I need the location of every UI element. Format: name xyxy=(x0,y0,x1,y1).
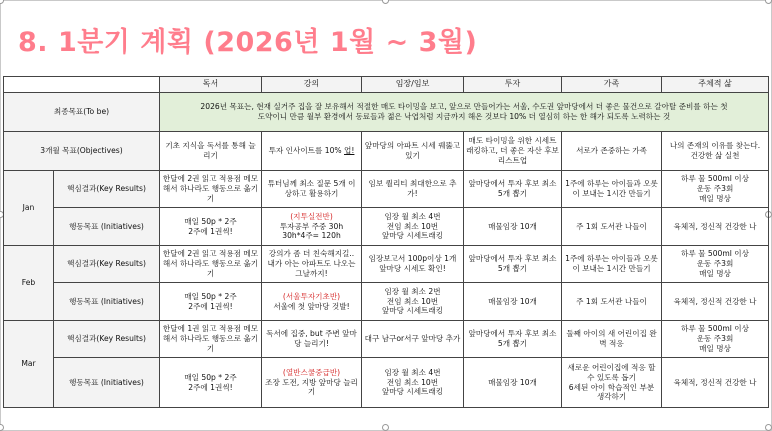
jan-ini-self-life: 육체적, 정신적 건강한 나 xyxy=(662,208,769,246)
header-row xyxy=(4,77,769,93)
month-feb: Feb xyxy=(4,246,54,321)
feb-kr-family: 1주에 하루는 아이들과 오롯이 보내는 1시간 만들기 xyxy=(562,246,662,283)
feb-ini-self-life: 육체적, 정신적 건강한 나 xyxy=(662,283,769,321)
jan-ini-site-visit: 임장 월 최소 4번 전임 최소 10번 앞마당 시세트래킹 xyxy=(362,208,464,246)
mar-kr-label: 핵심결과(Key Results) xyxy=(54,321,160,358)
jan-kr-self-life: 하루 물 500ml 이상 운동 주3회 매일 명상 xyxy=(662,171,769,208)
objectives-label: 3개월 목표(Objectives) xyxy=(4,132,160,171)
jan-ini-label: 행동목표 (Initiatives) xyxy=(54,208,160,246)
resize-handle-bottom-right[interactable] xyxy=(765,424,772,431)
resize-handle-bottom-center[interactable] xyxy=(382,424,389,431)
jan-ini-row xyxy=(4,208,769,246)
mar-kr-self-life: 하루 물 500ml 이상 운동 주3회 매일 명상 xyxy=(662,321,769,358)
mar-ini-lecture-text: 조장 도전, 지방 앞마당 늘리기 xyxy=(265,377,358,397)
feb-ini-family: 주 1회 도서관 나들이 xyxy=(562,283,662,321)
mar-kr-reading: 한달에 1권 읽고 적용점 메모해서 하나라도 행동으로 옮기기 xyxy=(160,321,262,358)
objective-reading: 기초 지식을 독서를 통해 늘리기 xyxy=(160,132,262,171)
jan-ini-reading: 매일 50p * 2주 2주에 1권씩! xyxy=(160,208,262,246)
header-site-visit: 임장/임보 xyxy=(362,77,464,93)
mar-ini-family: 새로운 어린이집에 적응 할 수 있도록 돕기 6세된 아이 학습적인 부분 생각하기 xyxy=(562,358,662,408)
jan-ini-lecture-text: 투자공부 주중 30h 30h*4주= 120h xyxy=(279,221,344,241)
header-corner xyxy=(4,77,160,93)
mar-ini-row xyxy=(4,358,769,408)
feb-ini-lecture xyxy=(262,283,362,321)
jan-ini-family: 주 1회 도서관 나들이 xyxy=(562,208,662,246)
mar-ini-lecture xyxy=(262,358,362,408)
feb-kr-self-life: 하루 물 500ml 이상 운동 주3회 매일 명상 xyxy=(662,246,769,283)
header-self-life: 주체적 삶 xyxy=(662,77,769,93)
mar-ini-label: 행동목표 (Initiatives) xyxy=(54,358,160,408)
mar-ini-site-visit: 임장 월 최소 4번 전임 최소 10번 앞마당 시세트래킹 xyxy=(362,358,464,408)
feb-kr-row xyxy=(4,246,769,283)
final-goal-text: 2026년 목표는, 현재 실거주 집을 잘 보유해서 적절한 매도 타이밍을 보고, 앞으로 만들어가는 서울, 수도권 앞마당에서 더 좋은 물건으로 갈아탈 준비를 하는 첫 도약이니 만큼 월부 환경에서 동료들과 젊은 낙엽처럼 지금까지 해온 것보다 10% 더 열심히 하는 한 해가 되도록 노력하는 것 xyxy=(160,93,769,132)
mar-ini-self-life: 육체적, 정신적 건강한 나 xyxy=(662,358,769,408)
mar-ini-reading: 매일 50p * 2주 2주에 1권씩! xyxy=(160,358,262,408)
objective-site-visit: 앞마당의 아파트 시세 꿰뚫고 있기 xyxy=(362,132,464,171)
header-family: 가족 xyxy=(562,77,662,93)
jan-kr-label: 핵심결과(Key Results) xyxy=(54,171,160,208)
feb-kr-reading: 한달에 2권 읽고 적용점 메모해서 하나라도 행동으로 옮기기 xyxy=(160,246,262,283)
feb-kr-site-visit: 임장보고서 100p이상 1개 앞마당 시세도 확인! xyxy=(362,246,464,283)
feb-ini-label: 행동목표 (Initiatives) xyxy=(54,283,160,321)
objective-family: 서로가 존중하는 가족 xyxy=(562,132,662,171)
header-reading: 독서 xyxy=(160,77,262,93)
final-goal-row xyxy=(4,93,769,132)
feb-ini-row xyxy=(4,283,769,321)
month-mar: Mar xyxy=(4,321,54,408)
objectives-row xyxy=(4,132,769,171)
feb-ini-site-visit: 임장 월 최소 2번 전임 최소 10번 앞마당 시세트래킹 xyxy=(362,283,464,321)
feb-course-tag: (서울투자기초반) xyxy=(282,291,341,301)
final-goal-label: 최종목표(To be) xyxy=(4,93,160,132)
feb-kr-investment: 앞마당에서 투자 후보 최소 5개 뽑기 xyxy=(464,246,562,283)
jan-course-tag: (지투실전반) xyxy=(290,211,333,221)
objective-lecture xyxy=(262,132,362,171)
jan-kr-row xyxy=(4,171,769,208)
jan-ini-investment: 매물임장 10개 xyxy=(464,208,562,246)
mar-kr-investment: 앞마당에서 투자 후보 최소 5개 뽑기 xyxy=(464,321,562,358)
jan-kr-lecture: 튜터님께 최소 질문 5개 이상하고 활용하기 xyxy=(262,171,362,208)
jan-kr-reading: 한달에 2권 읽고 적용점 메모해서 하나라도 행동으로 옮기기 xyxy=(160,171,262,208)
feb-kr-lecture: 강의가 좀 더 친숙해지길.. 내가 아는 아파트도 나오는 그날까지! xyxy=(262,246,362,283)
objective-investment: 매도 타이밍을 위한 시세트래킹하고, 더 좋은 자산 후보 리스트업 xyxy=(464,132,562,171)
month-jan: Jan xyxy=(4,171,54,246)
objective-lecture-text: 투자 인사이트를 10% xyxy=(268,146,345,156)
jan-kr-investment: 앞마당에서 투자 후보 최소 5개 뽑기 xyxy=(464,171,562,208)
jan-ini-lecture xyxy=(262,208,362,246)
feb-ini-lecture-text: 서울에 첫 앞마당 것발! xyxy=(273,301,350,311)
mar-kr-lecture: 독서에 집중, but 주변 앞마당 늘리기! xyxy=(262,321,362,358)
plan-table xyxy=(3,76,769,408)
feb-ini-reading: 매일 50p * 2주 2주에 1권씩! xyxy=(160,283,262,321)
mar-kr-site-visit: 대구 남구or서구 앞마당 추가 xyxy=(362,321,464,358)
objective-self-life: 나의 존재의 이유를 찾는다. 건강한 삶 실천 xyxy=(662,132,769,171)
feb-ini-investment: 매물임장 10개 xyxy=(464,283,562,321)
header-lecture: 강의 xyxy=(262,77,362,93)
jan-kr-site-visit: 임보 퀄리티 최대한으로 추가! xyxy=(362,171,464,208)
mar-kr-family: 둘째 아이의 새 어린이집 완벽 적응 xyxy=(562,321,662,358)
mar-kr-row xyxy=(4,321,769,358)
page-title: 8. 1분기 계획 (2026년 1월 ~ 3월) xyxy=(18,27,478,58)
mar-ini-investment: 매물임장 10개 xyxy=(464,358,562,408)
mar-course-tag: (열반스쿨중급반) xyxy=(282,367,341,377)
jan-kr-family: 1주에 하루는 아이들과 오롯이 보내는 1시간 만들기 xyxy=(562,171,662,208)
objective-lecture-emphasis: 업! xyxy=(344,146,355,156)
feb-kr-label: 핵심결과(Key Results) xyxy=(54,246,160,283)
header-investment: 투자 xyxy=(464,77,562,93)
